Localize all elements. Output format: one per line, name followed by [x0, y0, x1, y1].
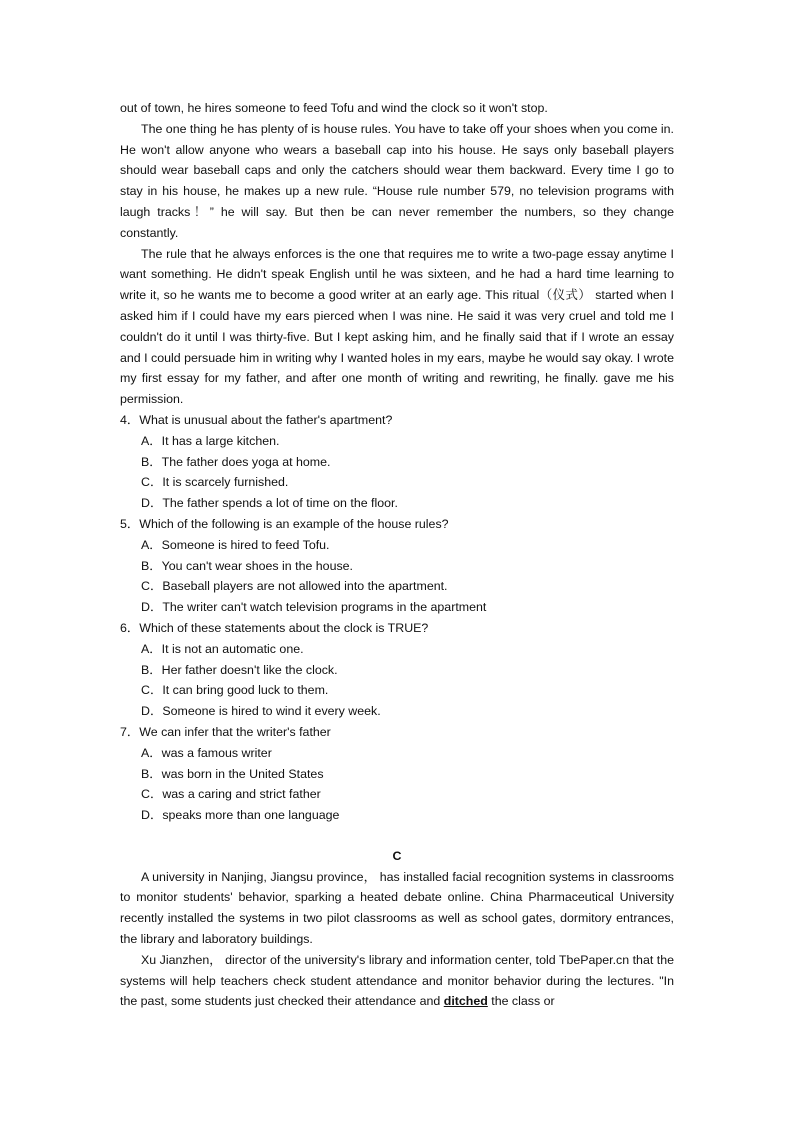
- passage-b-paragraph-3: The rule that he always enforces is the one that requires me to write a two-page essay anytime I want something. He didn't speak English until he was sixteen, and he had a hard time learning to write it, so he wants me to become a good writer at an early age. This ritual（仪式） started when I asked him if I could have my ears pierced when I was nine. He said it was very cruel and told me I couldn't do it until I was thirty-five. But I kept asking him, and he finally said that if I wrote an essay and I could persuade him in writing why I wanted holes in my ears, maybe he would say okay. I wrote my first essay for my father, and after one month of writing and rewriting, he finally. gave me his permission.: [120, 246, 674, 407]
- option-list: [120, 431, 674, 514]
- option-c: C．was a caring and strict father: [141, 787, 321, 802]
- option-list: [120, 535, 674, 618]
- option-c: C．It can bring good luck to them.: [141, 683, 329, 698]
- option-a: A．was a famous writer: [141, 745, 272, 760]
- paragraph-text-end: the class or: [487, 994, 555, 1009]
- question-stem: 6．Which of these statements about the clock is TRUE?: [120, 620, 429, 635]
- option-c: C．It is scarcely furnished.: [141, 475, 289, 490]
- option-a: A．It has a large kitchen.: [141, 433, 280, 448]
- option-a: A．It is not an automatic one.: [141, 641, 304, 656]
- passage-b-paragraph-2: The one thing he has plenty of is house rules. You have to take off your shoes when you come in. He won't allow anyone who wears a baseball cap into his house. He says only baseball players should wear baseball caps and only the catchers should wear them backward. Every time I go to stay in his house, he makes up a new rule. “House rule number 579, no television programs with laugh tracks！” he will say. But then be can never remember the numbers, so they change constantly.: [120, 121, 674, 240]
- document-page: [120, 98, 674, 1012]
- question-5: [120, 514, 674, 618]
- option-d: D．speaks more than one language: [141, 808, 340, 823]
- option-d: D．The writer can't watch television programs in the apartment: [141, 600, 487, 615]
- option-a: A．Someone is hired to feed Tofu.: [141, 537, 330, 552]
- option-d: D．Someone is hired to wind it every week.: [141, 704, 381, 719]
- question-stem: 7．We can infer that the writer's father: [120, 724, 331, 739]
- option-c: C．Baseball players are not allowed into the apartment.: [141, 579, 448, 594]
- passage-c-paragraph-2: [120, 950, 674, 1012]
- option-b: B．You can't wear shoes in the house.: [141, 558, 353, 573]
- option-b: B．Her father doesn't like the clock.: [141, 662, 338, 677]
- question-7: [120, 722, 674, 826]
- question-stem: 4．What is unusual about the father's apartment?: [120, 412, 393, 427]
- underlined-keyword: ditched: [443, 994, 488, 1009]
- question-6: [120, 618, 674, 722]
- question-4: [120, 410, 674, 514]
- passage-b-paragraph-1: out of town, he hires someone to feed Tofu and wind the clock so it won't stop.: [120, 101, 548, 115]
- question-stem: 5．Which of the following is an example of the house rules?: [120, 516, 449, 531]
- option-b: B．was born in the United States: [141, 766, 324, 781]
- option-d: D．The father spends a lot of time on the floor.: [141, 496, 398, 511]
- paragraph-text-start: Xu Jianzhen， director of the university's library and information center, told TbePaper.cn that the systems will help teachers check student attendance and monitor behavior during the lectures. "In the past, some students just checked their attendance and: [120, 952, 674, 1009]
- option-list: [120, 639, 674, 722]
- passage-c-paragraph-1: A university in Nanjing, Jiangsu province， has installed facial recognition systems in classrooms to monitor students' behavior, sparking a heated debate online. China Pharmaceutical University recently installed the systems in two pilot classrooms as well as school gates, dormitory entrances, the library and laboratory buildings.: [120, 869, 674, 947]
- option-list: [120, 743, 674, 826]
- option-b: B．The father does yoga at home.: [141, 454, 331, 469]
- section-c-title: C: [392, 848, 402, 863]
